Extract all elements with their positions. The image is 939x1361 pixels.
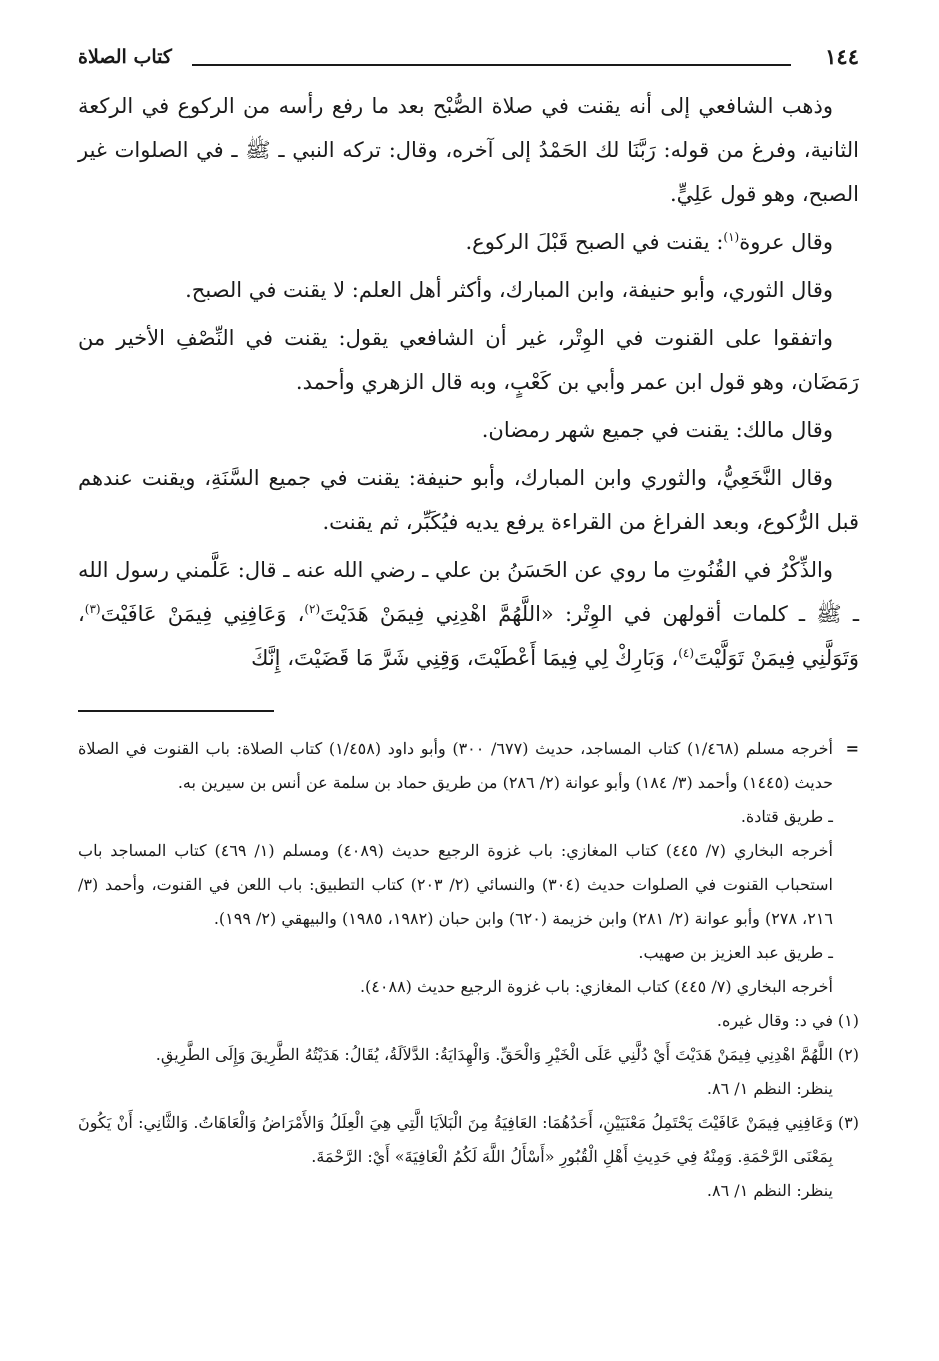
paragraph-dua-a: والذِّكْرُ في القُنُوتِ ما روي عن الحَسَنُ بن علي ـ رضي الله عنه ـ قال: عَلَّمني رسول الله ـ ﷺ ـ كلمات أقولهن في الوِتْر: «اللَّهُمَّ اهْدِنِي فِيمَنْ هَدَيْتَ xyxy=(78,558,859,626)
note-bukhari-1: أخرجه البخاري (٧/ ٤٤٥) كتاب المغازي: باب غزوة الرجيع حديث (٤٠٨٩) ومسلم (١/ ٤٦٩) كتاب المساجد باب استحباب القنوت في الصلوات حديث (٣٠٤) والنسائي (٢/ ٢٠٣) كتاب التطبيق: باب اللعن في القنوت، وأحمد (٣/ ٢١٦، ٢٧٨) وأبو عوانة (٢/ ٢٨١) وابن خزيمة (٦٢٠) وابن حبان (١٩٨٢، ١٩٨٥) والبيهقي (٢/ ١٩٩). xyxy=(78,841,834,928)
running-title: كتاب الصلاة xyxy=(78,46,172,68)
footnote-ref-4: (٤) xyxy=(678,646,695,660)
footnote-1 xyxy=(78,1004,859,1038)
paragraph-urwa-b: : يقنت في الصبح قَبْلَ الركوع. xyxy=(465,230,724,254)
note-bukhari-2: أخرجه البخاري (٧/ ٤٤٥) كتاب المغازي: باب غزوة الرجيع حديث (٤٠٨٨). xyxy=(359,977,833,996)
page-header xyxy=(78,42,859,72)
header-rule xyxy=(192,64,791,66)
footnote-2-ref: ينظر: النظم ١/ ٨٦. xyxy=(706,1079,833,1098)
main-text xyxy=(78,84,859,684)
footnote-3 xyxy=(78,1106,859,1174)
footnote-1-number: (١) xyxy=(837,1011,859,1030)
continuation-mark: = xyxy=(845,739,859,758)
footnote-ref-3: (٣) xyxy=(84,602,101,616)
footnote-3-ref: ينظر: النظم ١/ ٨٦. xyxy=(706,1181,833,1200)
footnote-divider xyxy=(78,710,274,712)
footnote-3-text: وَعَافِنِي فِيمَنْ عَافَيْتَ يَحْتَمِلُ مَعْنَيَيْنِ، أَحَدُهُمَا: العَافِيَةُ مِنَ الْبَلاَيَا الَّتِي هِيَ الْعِلَلُ وَالأَمْرَاضُ وَالْعَاهَاتُ. وَالثَّانِي: أَنْ يَكُونَ بِمَعْنَى الرَّحْمَةِ. وَمِنْهُ فِي حَدِيثِ أَهْلِ الْقُبُورِ «أَسْأَلُ اللَّهَ لَكُمُ الْعَافِيَةَ» أَيْ: الرَّحْمَةَ. xyxy=(78,1113,833,1166)
paragraph-dua-d: ، وَبَارِكْ لِي فِيمَا أَعْطَيْتَ، وَقِنِي شَرَّ مَا قَضَيْتَ، إِنَّكَ xyxy=(251,646,679,670)
footnote-2-number: (٢) xyxy=(837,1045,859,1064)
paragraph-dua-b: ، وَعَافِنِي فِيمَنْ عَافَيْتَ xyxy=(100,602,305,626)
footnotes xyxy=(78,732,859,1208)
note-qatada: ـ طريق قتادة. xyxy=(740,807,833,826)
paragraph-thawri: وقال الثوري، وأبو حنيفة، وابن المبارك، وأكثر أهل العلم: لا يقنت في الصبح. xyxy=(185,278,833,302)
page-number: ١٤٤ xyxy=(825,44,859,69)
paragraph-malik: وقال مالك: يقنت في جميع شهر رمضان. xyxy=(481,418,833,442)
paragraph-dua-c: ، وَتَوَلَّنِي فِيمَنْ تَوَلَّيْتَ xyxy=(78,602,859,670)
footnote-2-text: اللَّهُمَّ اهْدِنِي فِيمَنْ هَدَيْتَ أَيْ دُلَّنِي عَلَى الْخَيْرِ وَالْحَقِّ. وَالْهِدَايَةُ: الدَّلاَلَةُ، يُقَالُ: هَدَيْتُهُ الطَّرِيقَ وَإِلَى الطَّرِيقِ. xyxy=(155,1045,833,1064)
paragraph-urwa-a: وقال عروة xyxy=(739,230,833,254)
footnote-ref-1: (١) xyxy=(723,230,740,244)
paragraph-shafii: وذهب الشافعي إلى أنه يقنت في صلاة الصُّبْح بعد ما رفع رأسه من الركوع في الركعة الثانية، وفرغ من قوله: رَبَّنَا لك الحَمْدُ إلى آخره، وقال: تركه النبي ـ ﷺ ـ في الصلوات غير الصبح، وهو قول عَلِيٍّ. xyxy=(78,94,859,206)
footnote-3-number: (٣) xyxy=(837,1113,859,1132)
footnote-1-text: في د: وقال غيره. xyxy=(716,1011,833,1030)
note-suhaib: ـ طريق عبد العزيز بن صهيب. xyxy=(638,943,833,962)
paragraph-dua xyxy=(78,548,859,680)
paragraph-nakhai: وقال النَّخَعِيُّ، والثوري وابن المبارك، وأبو حنيفة: يقنت في جميع السَّنَةِ، ويقنت عندهم قبل الرُّكوع، وبعد الفراغ من القراءة يرفع يديه فيُكَبِّر، ثم يقنت. xyxy=(78,466,859,534)
note-muslim xyxy=(78,732,859,800)
footnote-2 xyxy=(78,1038,859,1072)
paragraph-witr: واتفقوا على القنوت في الوِتْر، غير أن الشافعي يقول: يقنت في النِّصْفِ الأخير من رَمَضَان، وهو قول ابن عمر وأبي بن كَعْبٍ، وبه قال الزهري وأحمد. xyxy=(78,326,859,394)
note-muslim-text: أخرجه مسلم (١/٤٦٨) كتاب المساجد، حديث (٦٧٧/ ٣٠٠) وأبو داود (١/٤٥٨) كتاب الصلاة: باب القنوت في الصلاة حديث (١٤٤٥) وأحمد (٣/ ١٨٤) وأبو عوانة (٢/ ٢٨٦) من طريق حماد بن سلمة عن أنس بن سيرين به. xyxy=(78,739,833,792)
paragraph-urwa xyxy=(78,220,859,264)
footnote-ref-2: (٢) xyxy=(304,602,321,616)
